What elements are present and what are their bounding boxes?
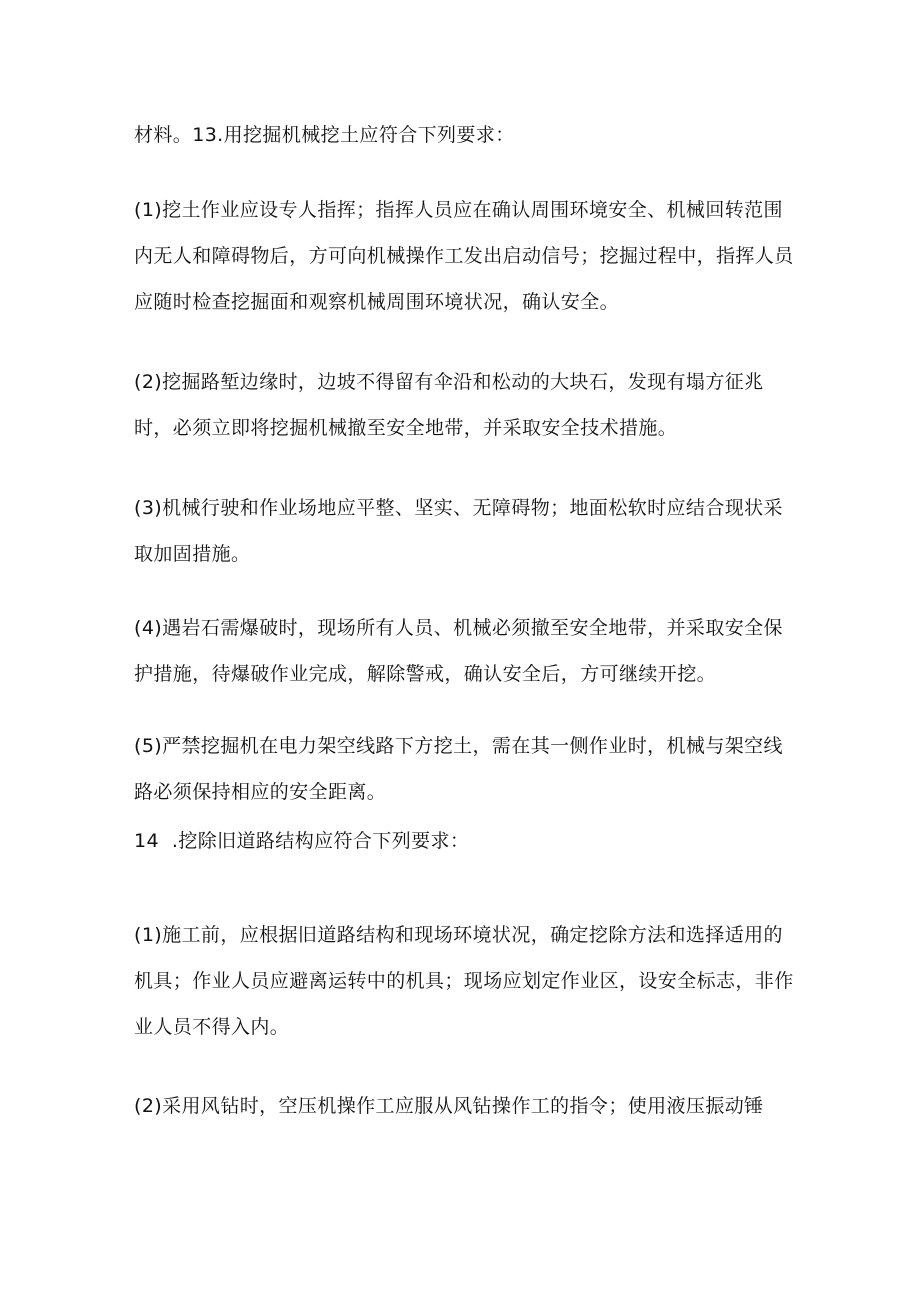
paragraph-item13-4: (4)遇岩石需爆破时，现场所有人员、机械必须撤至安全地带，并采取安全保护措施，待爆破作业完成，解除警戒，确认安全后，方可继续开挖。 bbox=[134, 617, 783, 685]
paragraph-item14-2: (2)采用风钻时，空压机操作工应服从风钻操作工的指令；使用液压振动锤 bbox=[134, 1095, 764, 1117]
paragraph-item13-intro: 材料。13.用挖掘机械挖土应符合下列要求： bbox=[134, 124, 515, 146]
paragraph-item14-1: (1)施工前，应根据旧道路结构和现场环境状况，确定挖除方法和选择适用的机具；作业人员应避离运转中的机具；现场应划定作业区，设安全标志，非作业人员不得入内。 bbox=[134, 924, 794, 1038]
paragraph-item13-5: (5)严禁挖掘机在电力架空线路下方挖土，需在其一侧作业时，机械与架空线路必须保持相应的安全距离。 bbox=[134, 735, 783, 803]
paragraph-item13-2: (2)挖掘路堑边缘时，边坡不得留有伞沿和松动的大块石，发现有塌方征兆时，必须立即将挖掘机械撤至安全地带，并采取安全技术措施。 bbox=[134, 371, 764, 439]
paragraph-item13-1: (1)挖土作业应设专人指挥；指挥人员应在确认周围环境安全、机械回转范围内无人和障碍物后，方可向机械操作工发出启动信号；挖掘过程中，指挥人员应随时检查挖掘面和观察机械周围环境状况，确认安全。 bbox=[134, 199, 794, 313]
paragraph-item13-3: (3)机械行驶和作业场地应平整、坚实、无障碍物；地面松软时应结合现状采取加固措施。 bbox=[134, 497, 783, 565]
paragraph-item14-intro: 14 .挖除旧道路结构应符合下列要求： bbox=[134, 830, 470, 852]
